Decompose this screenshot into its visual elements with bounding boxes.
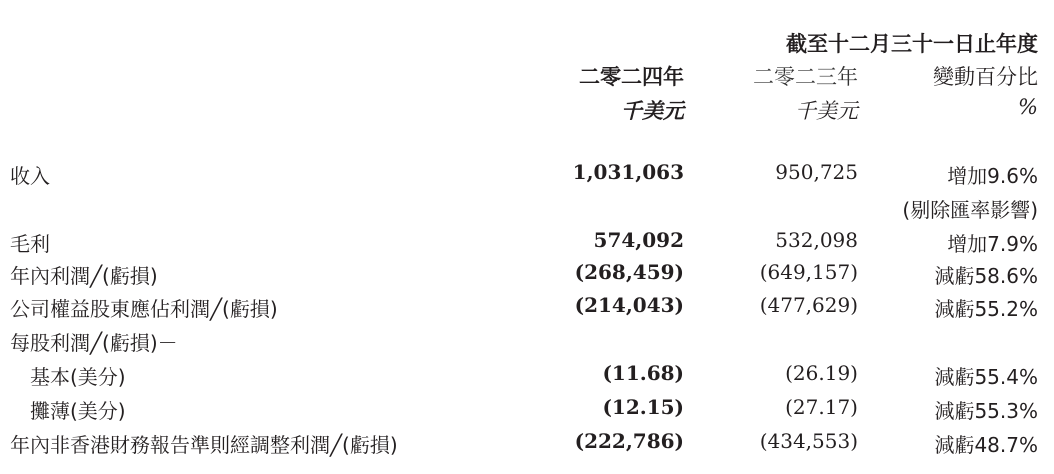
value-2024: 1,031,063 [572, 160, 684, 184]
value-2023: (649,157) [759, 260, 858, 284]
table-row-profit-attributable [0, 293, 1054, 323]
period-heading: 截至十二月三十一日止年度 [786, 32, 1038, 56]
value-change: 增加9.6% [947, 164, 1038, 188]
row-label: 年內非香港財務報告準則經調整利潤╱(虧損) [10, 433, 398, 457]
column-header-2024: 二零二四年 [579, 65, 684, 89]
column-header-2023: 二零二三年 [753, 65, 858, 89]
value-2024: (268,459) [574, 260, 684, 284]
row-label: 毛利 [10, 232, 50, 256]
value-2024: (222,786) [574, 429, 684, 453]
table-row-eps-heading [0, 327, 1054, 357]
table-row-eps-basic [0, 361, 1054, 391]
value-change: 減虧58.6% [934, 264, 1038, 288]
row-label: 每股利潤╱(虧損)－ [10, 331, 178, 355]
row-label: 公司權益股東應佔利潤╱(虧損) [10, 297, 278, 321]
value-2024: (11.68) [602, 361, 684, 385]
value-change: 減虧55.3% [934, 399, 1038, 423]
value-change: 增加7.9% [947, 232, 1038, 256]
table-row-gross-profit [0, 228, 1054, 258]
row-label: 攤薄(美分) [30, 399, 126, 423]
value-change: 減虧55.4% [934, 365, 1038, 389]
table-row-eps-diluted [0, 395, 1054, 425]
unit-2023: 千美元 [795, 99, 858, 123]
value-2023: (477,629) [759, 293, 858, 317]
table-row-adjusted-profit [0, 429, 1054, 459]
table-row-profit-for-year [0, 260, 1054, 290]
unit-2024: 千美元 [621, 98, 684, 123]
value-2023: (26.19) [785, 361, 858, 385]
value-2023: (27.17) [785, 395, 858, 419]
table-row-revenue [0, 160, 1054, 190]
change-note: (剔除匯率影響) [902, 198, 1038, 222]
row-label: 收入 [10, 164, 50, 188]
column-header-change: 變動百分比 [933, 65, 1038, 89]
row-label: 年內利潤╱(虧損) [10, 264, 158, 288]
value-change: 減虧48.7% [934, 433, 1038, 457]
row-label: 基本(美分) [30, 365, 126, 389]
value-2024: (12.15) [602, 395, 684, 419]
value-2023: 532,098 [775, 228, 858, 252]
unit-change: % [1018, 95, 1038, 119]
value-2024: (214,043) [574, 293, 684, 317]
value-2024: 574,092 [593, 228, 684, 252]
value-2023: 950,725 [775, 160, 858, 184]
value-2023: (434,553) [759, 429, 858, 453]
value-change: 減虧55.2% [934, 297, 1038, 321]
